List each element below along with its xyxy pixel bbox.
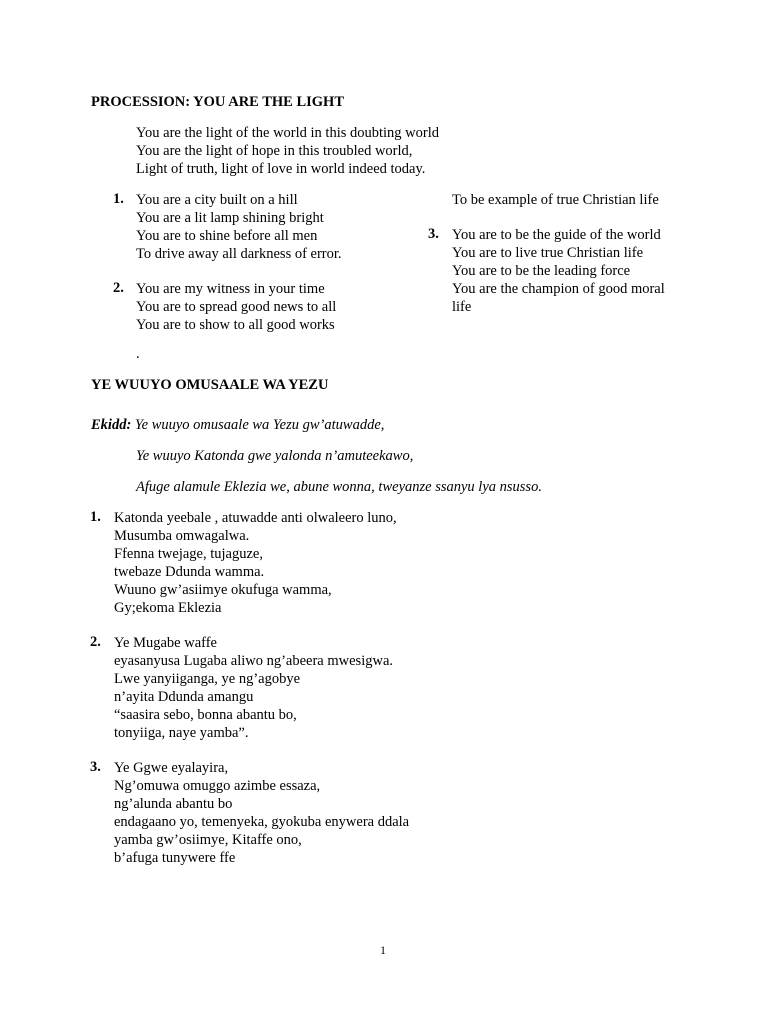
verse-line: You are to spread good news to all xyxy=(136,299,337,315)
verse-line: n’ayita Ddunda amangu xyxy=(114,689,254,705)
verse-line: You are to shine before all men xyxy=(136,228,318,244)
page-number: 1 xyxy=(380,943,386,957)
ekidd-line: Ye wuuyo omusaale wa Yezu gw’atuwadde, xyxy=(134,417,385,433)
verse-line: You are a lit lamp shining bright xyxy=(136,210,324,226)
verse-line: Ffenna twejage, tujaguze, xyxy=(114,546,263,562)
ekidd-line: Afuge alamule Eklezia we, abune wonna, tweyanze ssanyu lya nsusso. xyxy=(136,479,542,495)
refrain-line: You are the light of the world in this doubting world xyxy=(136,125,440,141)
procession-verse-3 xyxy=(452,226,665,316)
verse-2-continuation: To be example of true Christian life xyxy=(452,192,659,208)
verse-line: Ye Mugabe waffe xyxy=(114,635,217,651)
verse-line: Ye Ggwe eyalayira, xyxy=(114,760,229,776)
verse-line: You are to be the leading force xyxy=(452,263,631,279)
refrain-line: You are the light of hope in this troubled world, xyxy=(136,143,413,159)
verse-number: 1. xyxy=(90,509,101,525)
verse-number: 2. xyxy=(90,634,101,650)
procession-verse-2 xyxy=(136,280,336,334)
ekidd-line: Ye wuuyo Katonda gwe yalonda n’amuteekawo, xyxy=(136,448,414,464)
stray-dot: . xyxy=(136,346,140,362)
verse-number: 3. xyxy=(428,226,439,242)
verse-line: twebaze Ddunda wamma. xyxy=(114,564,265,580)
verse-line: ng’alunda abantu bo xyxy=(114,796,233,812)
verse-line: Lwe yanyiiganga, ye ng’agobye xyxy=(114,671,301,687)
verse-line: You are to be the guide of the world xyxy=(452,227,661,243)
verse-number: 3. xyxy=(90,759,101,775)
verse-line: Katonda yeebale , atuwadde anti olwaleero luno, xyxy=(114,510,397,526)
verse-line: Wuuno gw’asiimye okufuga wamma, xyxy=(114,582,332,598)
ye-wuuyo-verse-1 xyxy=(114,509,397,617)
verse-line: You are a city built on a hill xyxy=(136,192,298,208)
verse-line: tonyiiga, naye yamba”. xyxy=(114,725,249,741)
refrain xyxy=(136,124,439,178)
refrain-line: Light of truth, light of love in world indeed today. xyxy=(136,161,426,177)
verse-line: You are the champion of good moral xyxy=(452,281,665,297)
verse-line: Ng’omuwa omuggo azimbe essaza, xyxy=(114,778,321,794)
ye-wuuyo-verse-3 xyxy=(114,759,409,867)
verse-line: You are to show to all good works xyxy=(136,317,335,333)
verse-line: life xyxy=(452,299,472,315)
ye-wuuyo-verse-2 xyxy=(114,634,393,742)
verse-line: b’afuga tunywere ffe xyxy=(114,850,236,866)
verse-line: You are to live true Christian life xyxy=(452,245,644,261)
verse-line: yamba gw’osiimye, Kitaffe ono, xyxy=(114,832,302,848)
procession-heading: PROCESSION: YOU ARE THE LIGHT xyxy=(91,94,344,110)
verse-number: 1. xyxy=(113,191,124,207)
verse-line: Gy;ekoma Eklezia xyxy=(114,600,222,616)
ekidd-label: Ekidd: xyxy=(91,417,132,433)
ekidd-first-line xyxy=(91,417,384,434)
verse-line: endagaano yo, temenyeka, gyokuba enywera ddala xyxy=(114,814,410,830)
verse-number: 2. xyxy=(113,280,124,296)
procession-verse-1 xyxy=(136,191,342,263)
verse-line: Musumba omwagalwa. xyxy=(114,528,250,544)
verse-line: You are my witness in your time xyxy=(136,281,325,297)
verse-line: “saasira sebo, bonna abantu bo, xyxy=(114,707,297,723)
verse-line: eyasanyusa Lugaba aliwo ng’abeera mwesigwa. xyxy=(114,653,394,669)
verse-line: To drive away all darkness of error. xyxy=(136,246,342,262)
ye-wuuyo-heading: YE WUUYO OMUSAALE WA YEZU xyxy=(91,377,329,393)
